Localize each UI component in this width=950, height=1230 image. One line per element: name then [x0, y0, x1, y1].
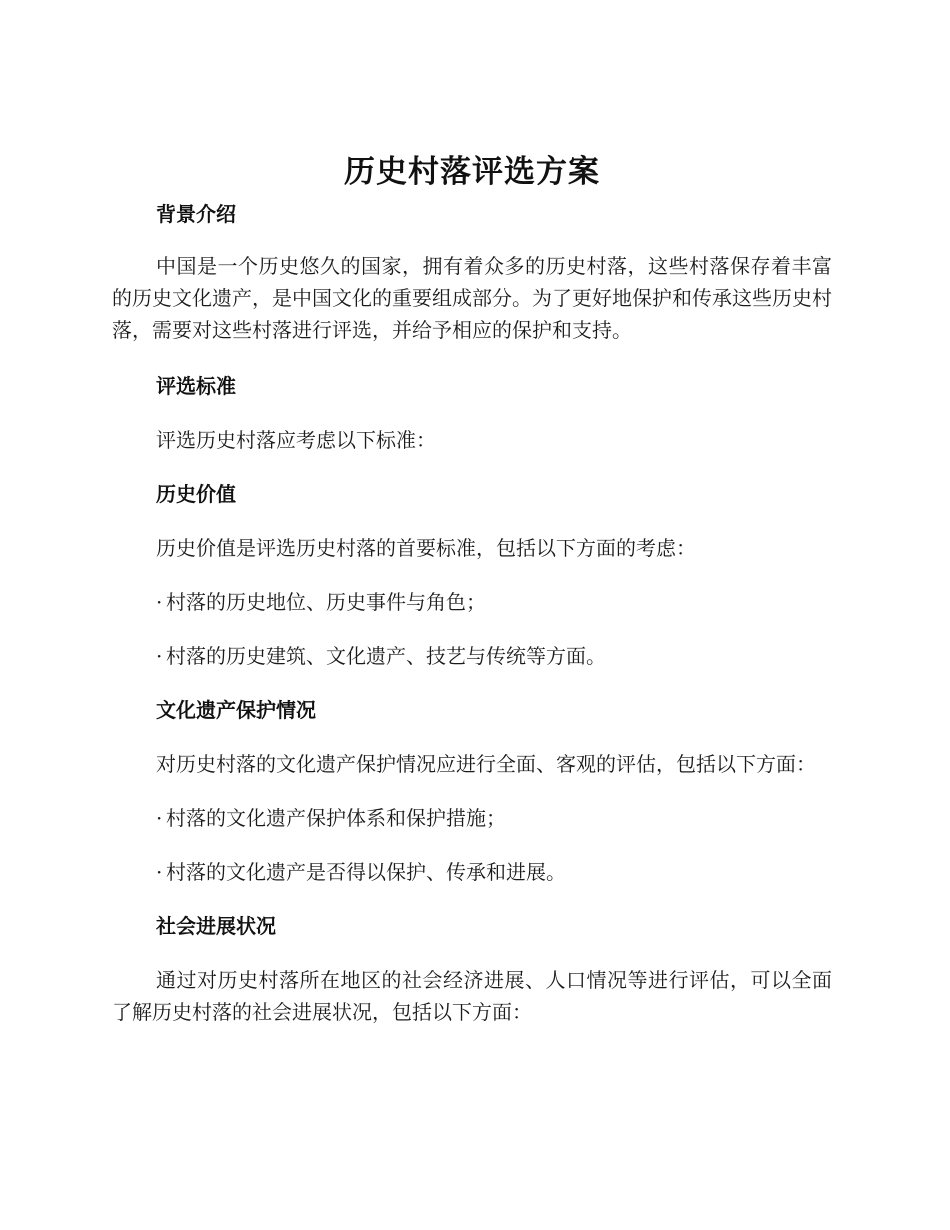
list-item	[112, 640, 832, 672]
section-heading-heritage-protection: 文化遗产保护情况	[156, 698, 316, 722]
section-heading-background: 背景介绍	[156, 202, 236, 226]
list-item	[112, 802, 832, 834]
list-item-text: 村落的文化遗产是否得以保护、传承和进展。	[166, 860, 566, 884]
list-item-text: 村落的历史地位、历史事件与角色；	[166, 590, 486, 614]
page-title: 历史村落评选方案	[344, 154, 600, 190]
bullet-icon: ·	[156, 806, 163, 830]
section-heading-historical-value: 历史价值	[156, 482, 236, 506]
section-heading-social-development: 社会进展状况	[156, 914, 276, 938]
list-item	[112, 586, 832, 618]
section-paragraph-background: 中国是一个历史悠久的国家，拥有着众多的历史村落，这些村落保存着丰富的历史文化遗产，是中国文化的重要组成部分。为了更好地保护和传承这些历史村落，需要对这些村落进行评选，并给予相应的保护和支持。	[112, 254, 832, 342]
section-heading-criteria: 评选标准	[156, 374, 236, 398]
section-paragraph-historical-value: 历史价值是评选历史村落的首要标准，包括以下方面的考虑：	[156, 536, 696, 560]
list-item-text: 村落的历史建筑、文化遗产、技艺与传统等方面。	[166, 644, 606, 668]
bullet-icon: ·	[156, 644, 163, 668]
list-item-text: 村落的文化遗产保护体系和保护措施；	[166, 806, 506, 830]
section-paragraph-criteria: 评选历史村落应考虑以下标准：	[156, 428, 436, 452]
section-paragraph-heritage-protection: 对历史村落的文化遗产保护情况应进行全面、客观的评估，包括以下方面：	[156, 752, 816, 776]
bullet-icon: ·	[156, 590, 163, 614]
bullet-icon: ·	[156, 860, 163, 884]
section-paragraph-social-development: 通过对历史村落所在地区的社会经济进展、人口情况等进行评估，可以全面了解历史村落的社会进展状况，包括以下方面：	[112, 968, 832, 1024]
list-item	[112, 856, 832, 888]
